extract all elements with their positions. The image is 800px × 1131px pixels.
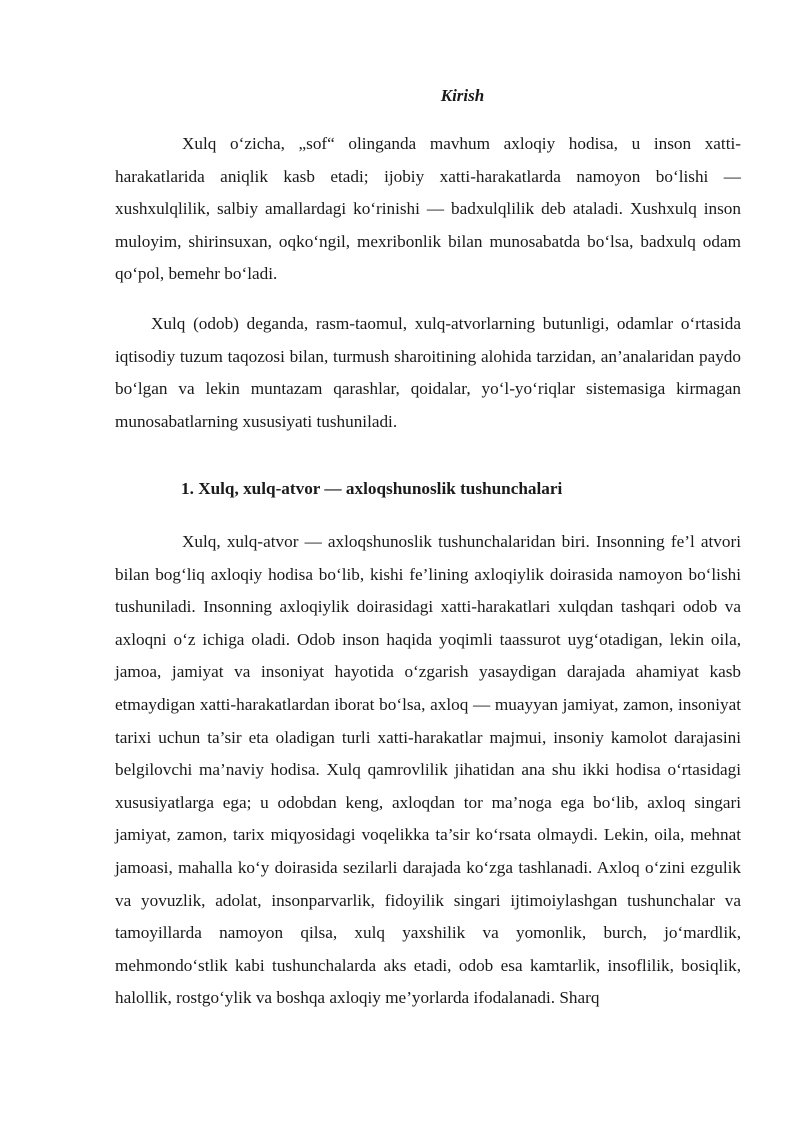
paragraph-section-body: Xulq, xulq-atvor — axloqshunoslik tushunchalaridan biri. Insonning fe’l atvori bilan bog‘liq axloqiy hodisa bo‘lib, kishi fe’lining axloqiylik doirasida namoyon bo‘lishi tushuniladi. Insonning axloqiylik doirasidagi xatti-harakatlari xulqdan tashqari odob va axloqni o‘z ichiga oladi. Odob inson haqida yoqimli taassurot uyg‘otadigan, lekin oila, jamoa, jamiyat va insoniyat hayotida o‘zgarish yasaydigan darajada ahamiyat kasb etmaydigan xatti-harakatlardan iborat bo‘lsa, axloq — muayyan jamiyat, zamon, insoniyat tarixi uchun ta’sir eta oladigan turli xatti-harakatlar majmui, insoniy kamolot darajasini belgilovchi ma’naviy hodisa. Xulq qamrovlilik jihatidan ana shu ikki hodisa o‘rtasidagi xususiyatlarga ega; u odobdan keng, axloqdan tor ma’noga ega bo‘lib, axloq singari jamiyat, zamon, tarix miqyosidagi voqelikka ta’sir ko‘rsata olmaydi. Lekin, oila, mehnat jamoasi, mahalla ko‘y doirasida sezilarli darajada ko‘zga tashlanadi. Axloq o‘zini ezgulik va yovuzlik, adolat, insonparvarlik, fidoyilik singari ijtimoiylashgan tushunchalar va tamoyillarda namoyon qilsa, xulq yaxshilik va yomonlik, burch, jo‘mardlik, mehmondo‘stlik kabi tushunchalarda aks etadi, odob esa kamtarlik, insoflilik, bosiqlik, halollik, rostgo‘ylik va boshqa axloqiy me’yorlarda ifodalanadi. Sharq [115, 532, 741, 1008]
paragraph-definition: Xulq (odob) deganda, rasm-taomul, xulq-atvorlarning butunligi, odamlar o‘rtasida iqtisodiy tuzum taqozosi bilan, turmush sharoitining alohida tarzidan, an’analaridan paydo bo‘lgan va lekin muntazam qarashlar, qoidalar, yo‘l-yo‘riqlar sistemasiga kirmagan munosabatlarning xususiyati tushuniladi. [115, 314, 741, 431]
paragraph-intro: Xulq o‘zicha, „sof“ olinganda mavhum axloqiy hodisa, u inson xatti-harakatlarida aniqlik kasb etadi; ijobiy xatti-harakatlarda namoyon bo‘lishi — xushxulqlilik, salbiy amallardagi ko‘rinishi — badxulqlilik deb ataladi. Xushxulq inson muloyim, shirinsuxan, oqko‘ngil, mexribonlik bilan munosabatda bo‘lsa, badxulq odam qo‘pol, bemehr bo‘ladi. [115, 134, 741, 284]
page-title: Kirish [440, 86, 485, 105]
section-heading: 1. Xulq, xulq-atvor — axloqshunoslik tushunchalari [181, 479, 563, 498]
